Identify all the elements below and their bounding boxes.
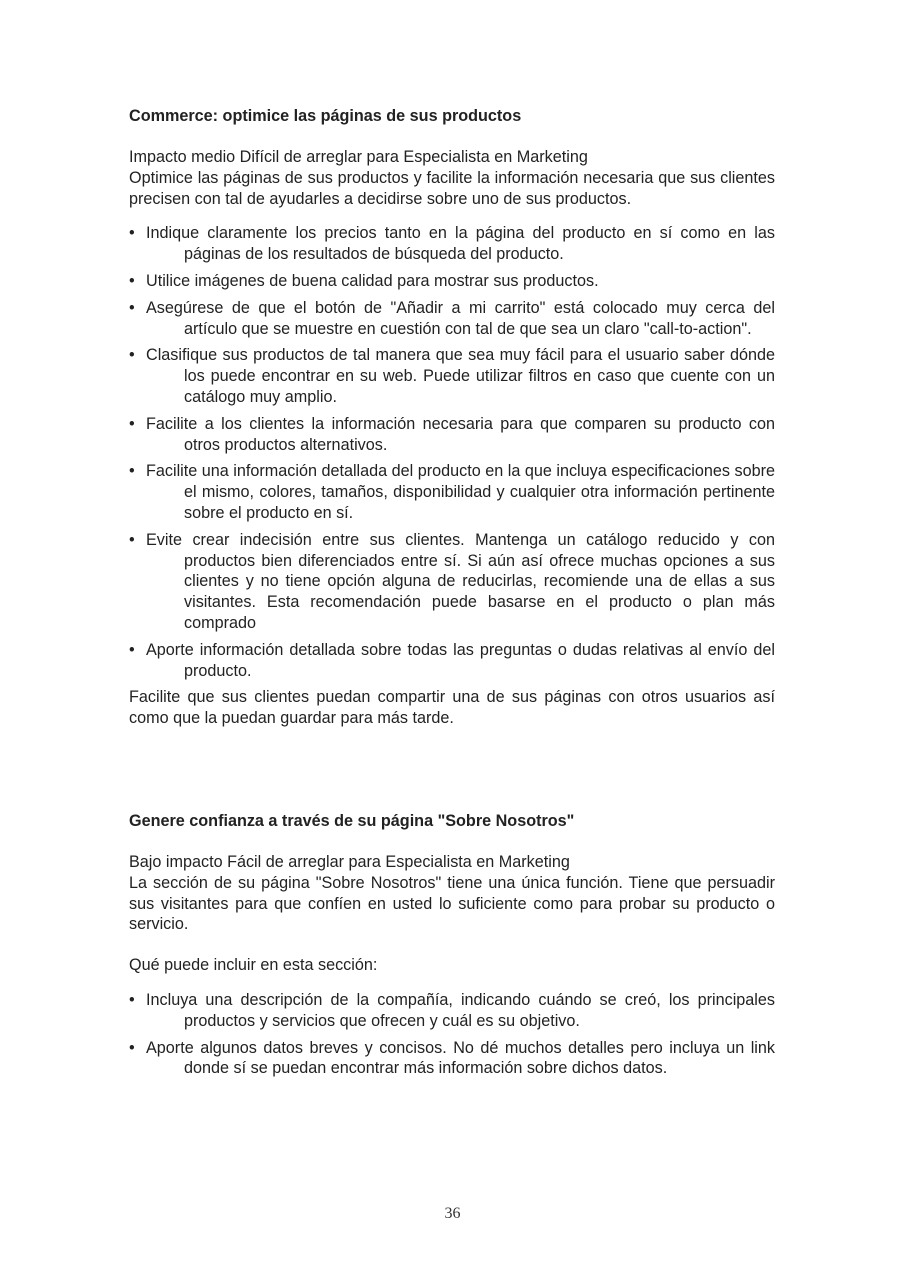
section1-meta: Impacto medio Difícil de arreglar para Especialista en Marketing	[129, 148, 588, 166]
section2-title: Genere confianza a través de su página "Sobre Nosotros"	[129, 811, 575, 830]
list-item	[129, 461, 775, 523]
list-item	[129, 640, 775, 682]
section2-meta: Bajo impacto Fácil de arreglar para Especialista en Marketing	[129, 852, 570, 871]
bullet-icon: •	[129, 224, 135, 243]
list-item	[129, 345, 775, 407]
section1-intro: Optimice las páginas de sus productos y facilite la información necesaria que sus clientes precisen con tal de ayudarles a decidirse sobre uno de sus productos.	[129, 168, 775, 208]
bullet-icon: •	[129, 990, 135, 1009]
list-item-text: Asegúrese de que el botón de "Añadir a mi carrito" está colocado muy cerca del artículo que se muestre en cuestión con tal de que sea un claro "call-to-action".	[146, 298, 775, 338]
section1-bullet-list	[129, 223, 775, 681]
list-item-text: Clasifique sus productos de tal manera que sea muy fácil para el usuario saber dónde los puede encontrar en su web. Puede utilizar filtros en caso que cuente con un catálogo muy amplio.	[146, 346, 775, 406]
section1-title: Commerce: optimice las páginas de sus productos	[129, 107, 522, 125]
list-item-text: Facilite una información detallada del producto en la que incluya especificaciones sobre el mismo, colores, tamaños, disponibilidad y cualquier otra información pertinente sobre el producto en sí.	[146, 462, 775, 522]
list-item-text: Evite crear indecisión entre sus clientes. Mantenga un catálogo reducido y con productos bien diferenciados entre sí. Si aún así ofrece muchas opciones a sus clientes y no tiene opción alguna de reducirlas, recomiende una de ellas a sus visitantes. Esta recomendación puede basarse en el producto o plan más comprado	[146, 530, 775, 632]
list-item-text: Aporte algunos datos breves y concisos. No dé muchos detalles pero incluya un link donde sí se puedan encontrar más información sobre dichos datos.	[146, 1038, 775, 1078]
list-item-text: Utilice imágenes de buena calidad para mostrar sus productos.	[146, 271, 599, 290]
bullet-icon: •	[129, 530, 135, 549]
bullet-icon: •	[129, 462, 135, 481]
list-item-text: Indique claramente los precios tanto en la página del producto en sí como en las páginas de los resultados de búsqueda del producto.	[146, 224, 775, 264]
bullet-icon: •	[129, 271, 135, 290]
bullet-icon: •	[129, 298, 135, 317]
page-number: 36	[444, 1205, 461, 1222]
bullet-icon: •	[129, 640, 135, 659]
list-item	[129, 298, 775, 340]
list-item	[129, 990, 775, 1032]
section2-bullet-list	[129, 990, 775, 1079]
bullet-icon: •	[129, 1038, 135, 1057]
list-item-text: Facilite a los clientes la información necesaria para que comparen su producto con otros productos alternativos.	[146, 414, 775, 454]
section2-lead: Qué puede incluir en esta sección:	[129, 956, 378, 975]
list-item	[129, 530, 775, 634]
list-item	[129, 271, 775, 292]
list-item-text: Aporte información detallada sobre todas las preguntas o dudas relativas al envío del producto.	[146, 640, 775, 680]
section1-closing: Facilite que sus clientes puedan compartir una de sus páginas con otros usuarios así como que la puedan guardar para más tarde.	[129, 688, 775, 728]
section2-intro: La sección de su página "Sobre Nosotros" tiene una única función. Tiene que persuadir sus visitantes para que confíen en usted lo suficiente como para probar su producto o servicio.	[129, 873, 775, 934]
document-page	[129, 106, 775, 1085]
bullet-icon: •	[129, 414, 135, 433]
list-item-text: Incluya una descripción de la compañía, indicando cuándo se creó, los principales productos y servicios que ofrecen y cuál es su objetivo.	[146, 990, 775, 1030]
list-item	[129, 414, 775, 456]
list-item	[129, 1038, 775, 1080]
bullet-icon: •	[129, 346, 135, 365]
list-item	[129, 223, 775, 265]
